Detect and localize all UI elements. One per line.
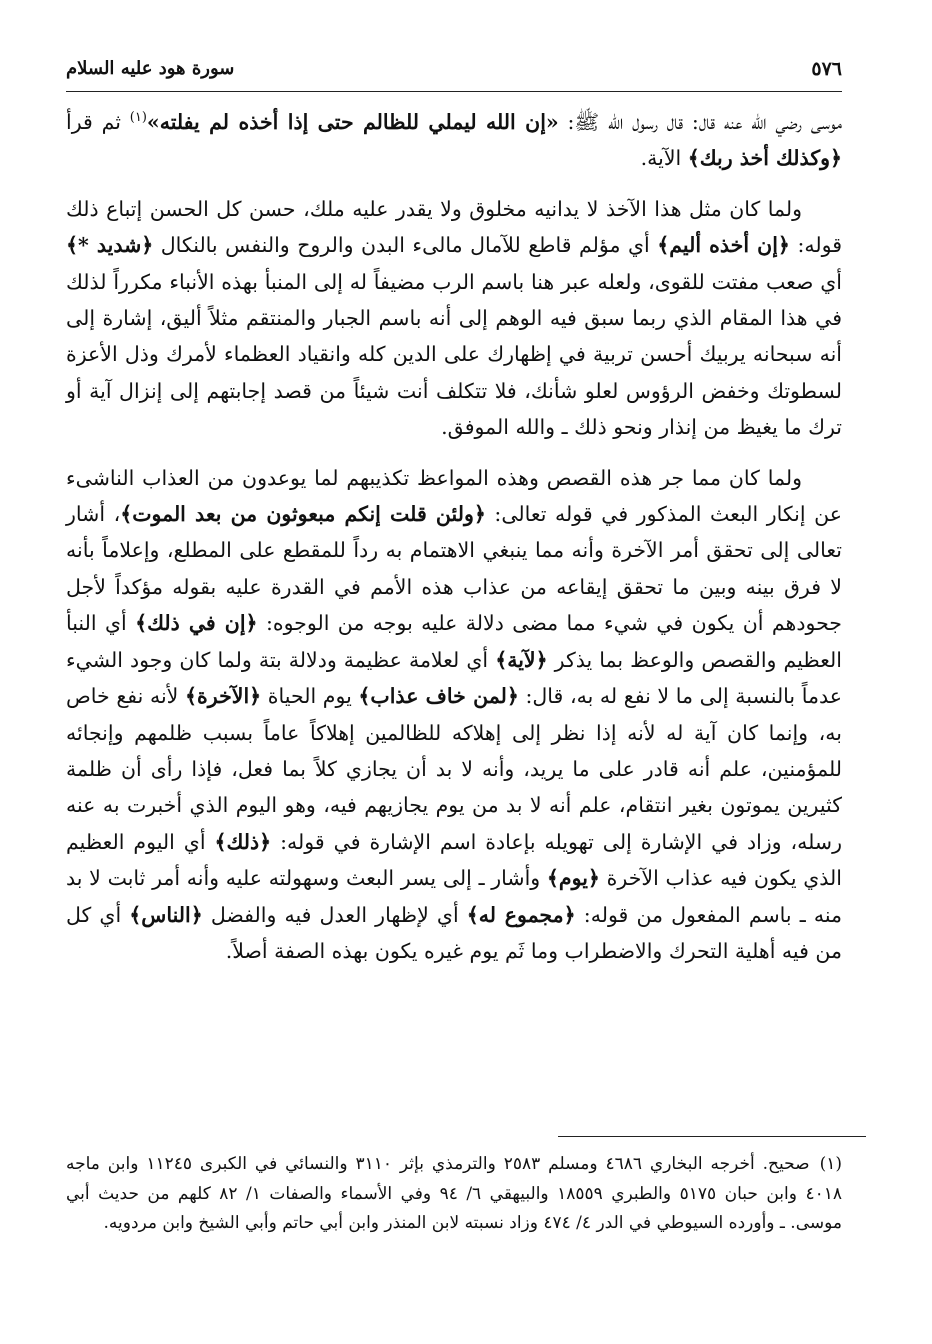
quran-quote: ﴿ولئن قلت إنكم مبعوثون من بعد الموت﴾ xyxy=(120,502,486,527)
text-run: ولما كان مما جر هذه القصص وهذه المواعظ تكذيبهم لما يوعدون من العذاب الناشىء عن إنكار البعث المذكور في قوله تعالى: xyxy=(66,465,842,527)
quran-quote: ﴿لمن خاف عذاب﴾ xyxy=(358,684,519,709)
footnote xyxy=(66,1150,842,1239)
paragraph-2 xyxy=(66,191,842,446)
page-header xyxy=(66,52,842,92)
paragraph-3 xyxy=(66,460,842,970)
text-run: يوم الحياة xyxy=(261,684,359,709)
quran-quote: ﴿مجموع له﴾ xyxy=(466,902,576,927)
text-run: ، أشار تعالى إلى تحقق أمر الآخرة وأنه مما ينبغي الاهتمام به رداً للمقطع على المطلع، وإعلاماً بأنه لا فرق بينه وبين ما تحقق إيقاعه من عذاب هذه الأمم في القدرة عليه بقوله مؤكداً لأجل جحودهم أن يكون في شيء مما مضى دلالة عليه بوجه من الوجوه: xyxy=(66,502,842,636)
quran-quote: ﴿وكذلك أخذ ربك﴾ xyxy=(687,146,842,171)
quran-quote: ﴿الناس﴾ xyxy=(129,902,203,927)
footnote-text: صحيح. أخرجه البخاري ٤٦٨٦ ومسلم ٢٥٨٣ والترمذي بإثر ٣١١٠ والنسائي في الكبرى ١١٢٤٥ وابن ماجه ٤٠١٨ وابن حبان ٥١٧٥ والطبري ١٨٥٥٩ والبيهقي ٦/ ٩٤ وفي الأسماء والصفات ١/ ٨٢ كلهم من حديث أبي موسى. ـ وأورده السيوطي في الدر ٤/ ٤٧٤ وزاد نسبته لابن المنذر وابن أبي حاتم وأبي الشيخ وابن مردويه. xyxy=(66,1154,842,1233)
text-run: أي صعب مفتت للقوى، ولعله عبر هنا باسم الرب مضيفاً له إلى المنبأ بهذه الأنباء مكرراً لذلك في هذا المقام الذي ربما سبق فيه الوهم إلى أنه باسم الجبار والمنتقم مثلاً أليق، إشارة إلى أنه سبحانه يربيك أحسن تربية في إظهارك على الدين كله وانقياد العظماء لأمرك وذل الأعزة لسطوتك وخفض الرؤوس لعلو شأنك، فلا تتكلف أنت شيئاً من قصد إجابتهم إلى إنزال آية أو ترك ما يغيظ من إنذار ونحو ذلك ـ والله الموفق. xyxy=(66,269,842,440)
text-run: أي مؤلم قاطع للآمال مالىء البدن والروح والنفس بالنكال xyxy=(153,233,658,258)
footnote-mark: (١) xyxy=(819,1154,842,1174)
text-run: أي النبأ العظيم والقصص والوعظ بما يذكر xyxy=(66,611,843,672)
quran-quote: ﴿ذلك﴾ xyxy=(214,829,272,854)
running-title: سورة هود عليه السلام xyxy=(66,58,235,79)
quran-quote: ﴿الآخرة﴾ xyxy=(185,684,262,709)
footnote-rule xyxy=(558,1136,866,1137)
text-run: ولما كان مثل هذا الآخذ لا يدانيه مخلوق ولا يقدر عليه ملك، حسن كل الحسن إتباع ذلك قوله: xyxy=(66,196,842,258)
quran-quote: ﴿يوم﴾ xyxy=(546,866,600,891)
quran-quote: ﴿شديد *﴾ xyxy=(66,233,154,258)
quran-quote: ﴿لآية﴾ xyxy=(495,647,548,672)
text-run: لأنه نفع خاص به، وإنما كان آية له لأنه إذا نظر إلى إهلاكه للظالمين إهلاكاً عاماً بسبب ظلمهم وإنجائه للمؤمنين، علم أنه قادر على ما يريد، وأنه لا بد أن يجازي كلاً بما فعل، فإذا رأى أن ظلمة كثيرين يموتون بغير انتقام، علم أنه لا بد من يوم يجازيهم فيه، وهو اليوم الذي أخبرت به عنه رسله، وزاد في الإشارة إلى تهويله بإعادة اسم الإشارة في قوله: xyxy=(66,684,842,854)
header-rule xyxy=(66,91,842,92)
page-number: ٥٧٦ xyxy=(811,58,842,80)
text-run: أي لعلامة عظيمة ودلالة بتة ولما كان وجود الشيء عدماً بالنسبة إلى ما لا نفع له به، قال: xyxy=(66,647,842,709)
hadith-quote: «إن الله ليملي للظالم حتى إذا أخذه لم يفلته» xyxy=(146,110,559,134)
text-run: أي اليوم العظيم الذي يكون فيه عذاب الآخرة xyxy=(66,829,842,891)
text-run: ثم قرأ xyxy=(66,110,130,134)
text-run: موسى رضي الله عنه قال: قال رسول الله ﷺ: xyxy=(558,110,842,134)
footnote-ref[interactable]: (١) xyxy=(129,110,147,126)
text-run: وأشار ـ إلى يسر البعث وسهولته عليه وأنه أمر ثابت لا بد منه ـ باسم المفعول من قوله: xyxy=(66,866,842,927)
quran-quote: ﴿إن في ذلك﴾ xyxy=(135,611,258,636)
text-run: أي لإظهار العدل فيه والفضل xyxy=(202,902,467,927)
text-run: أي كل من فيه أهلية التحرك والاضطراب وما ثَم يوم غيره يكون بهذه الصفة أصلاً. xyxy=(66,902,842,963)
paragraph-1 xyxy=(66,104,842,177)
text-run: الآية. xyxy=(640,146,688,171)
quran-quote: ﴿إن أخذه أليم﴾ xyxy=(657,233,790,258)
main-text xyxy=(66,104,842,983)
